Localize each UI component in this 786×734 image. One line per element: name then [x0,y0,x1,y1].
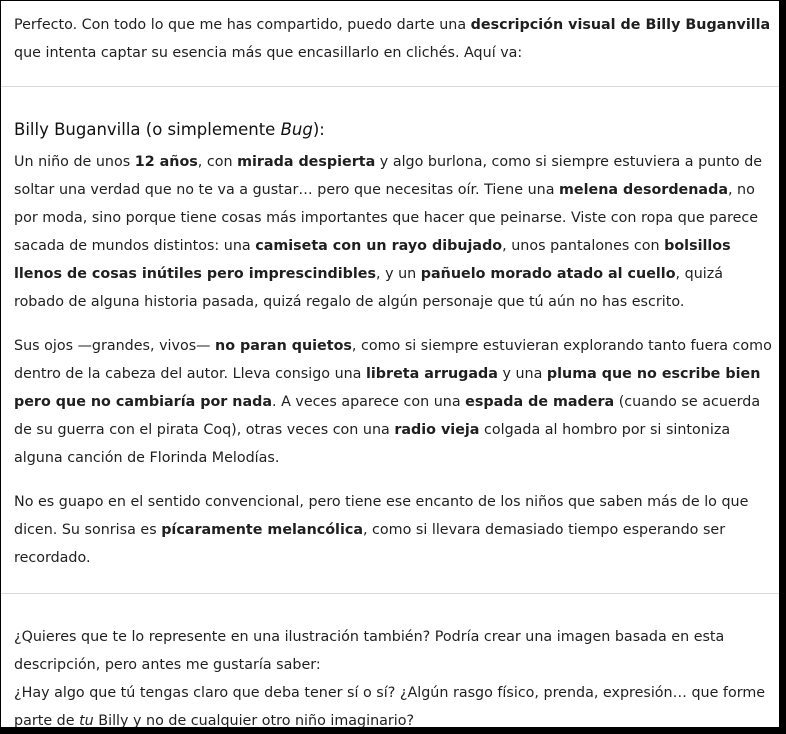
p1-text: , y un [376,266,421,282]
p2-bold: libreta arrugada [366,366,498,382]
outro-text: ¿Quieres que te lo represente en una ilustración también? Podría crear una imagen basada en esta descripción, pero antes me gustaría saber: [14,629,725,673]
p2-bold: radio vieja [394,422,480,438]
p1-text: , con [197,154,238,170]
outro-text: ¿Hay algo que tú tengas claro que deba tener sí o sí? ¿Algún rasgo físico, prenda, expresión… que forme parte de [14,685,766,728]
p2-text: , como si siempre estuvieran explorando tanto fuera como dentro de la cabeza del autor. Lleva consigo una [14,338,772,382]
p3-bold: pícaramente melancólica [161,522,363,538]
p3-text: No es guapo en el sentido convencional, pero tiene ese encanto de los niños que saben más de lo que dicen. Su sonrisa es [14,494,749,538]
p1-bold: mirada despierta [237,154,376,170]
heading-italic: Bug [280,120,313,139]
intro-text: Perfecto. Con todo lo que me has compartido, puedo darte una [14,17,471,33]
heading-end: ): [312,120,325,139]
heading-text: Billy Buganvilla (o simplemente [14,120,281,139]
p1-text: y algo burlona, como si siempre estuviera a punto de soltar una verdad que no te va a gustar… pero que necesitas oír. Tiene una [14,154,763,198]
intro-bold: descripción visual de Billy Buganvilla [470,17,771,33]
p2-text: Sus ojos —grandes, vivos— [14,338,216,354]
p2-text: y una [497,366,547,382]
p1-text: , unos pantalones con [502,238,665,254]
outro-question [14,623,776,728]
description-paragraph-2 [14,332,776,472]
p1-text: Un niño de unos [14,154,135,170]
outro-text-end: Billy y no de cualquier otro niño imaginario? [93,713,415,728]
divider-bottom [1,593,779,594]
p3-text: , como si llevara demasiado tiempo esperando ser recordado. [14,522,726,566]
intro-text-end: que intenta captar su esencia más que encasillarlo en clichés. Aquí va: [14,45,523,61]
assistant-message [1,11,776,728]
p2-bold: pluma que no escribe bien pero que no cambiaría por nada [14,366,761,410]
character-heading [14,118,776,142]
p1-bold: camiseta con un rayo dibujado [255,238,503,254]
p1-text: , quizá robado de alguna historia pasada, quizá regalo de algún personaje que tú aún no has escrito. [14,266,723,310]
description-paragraph-1 [14,148,776,316]
p1-bold: bolsillos llenos de cosas inútiles pero imprescindibles [14,238,731,282]
p2-text: colgada al hombro por si sintoniza alguna canción de Florinda Melodías. [14,422,731,466]
p2-bold: espada de madera [465,394,615,410]
p1-text: , no por moda, sino porque tiene cosas más importantes que hacer que peinarse. Viste con ropa que parece sacada de mundos distintos: una [14,182,759,254]
divider-top [1,86,779,87]
p1-bold: pañuelo morado atado al cuello [420,266,676,282]
intro-paragraph [14,11,776,67]
outro-italic: tu [79,713,94,728]
p1-bold: 12 años [134,154,198,170]
p2-text: . A veces aparece con una [272,394,466,410]
p2-text: (cuando se acuerda de su guerra con el pirata Coq), otras veces con una [14,394,761,438]
description-paragraph-3 [14,488,776,572]
p1-bold: melena desordenada [559,182,728,198]
p2-bold: no paran quietos [215,338,352,354]
